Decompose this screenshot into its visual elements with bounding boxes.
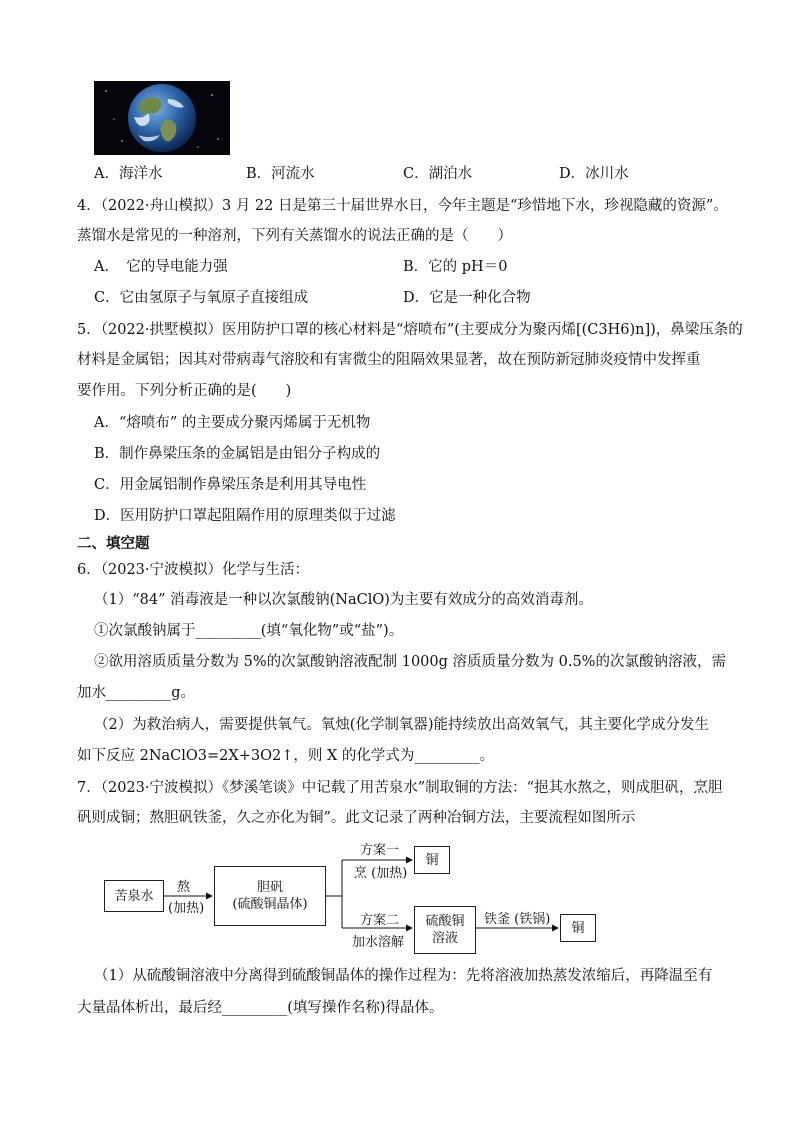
flow-node-cuso4-line1: 硫酸铜 bbox=[425, 914, 465, 929]
q7-stem-line1: 7．（2023·宁波模拟）《梦溪笔谈》中记载了用苦泉水”制取铜的方法：“挹其水熬之，则成胆矾，烹胆 bbox=[77, 780, 723, 796]
q7-part1-line2: 大量晶体析出，最后经_________(填写操作名称)得晶体。 bbox=[77, 1000, 444, 1016]
flow-label-zhu: 熬 bbox=[177, 880, 191, 895]
flow-node-kuquan bbox=[104, 880, 164, 912]
q6-part1-sub2-line1: ②欲用溶质质量分数为 5%的次氯酸钠溶液配制 1000g 溶质质量分数为 0.5%的次氯酸钠溶液，需 bbox=[94, 654, 726, 670]
q4-option-b: B．它的 pH＝0 bbox=[403, 259, 508, 275]
flow-label-peng: 烹 (加热) bbox=[354, 866, 408, 881]
flow-node-kuquan-label: 苦泉水 bbox=[114, 888, 154, 904]
flow-node-cuso4 bbox=[414, 906, 476, 954]
q4-option-a: A． 它的导电能力强 bbox=[94, 259, 228, 275]
flow-node-danfan-line1: 胆矾 bbox=[256, 880, 283, 895]
flow-node-danfan-line2: (硫酸铜晶体) bbox=[232, 897, 308, 912]
q4-stem-line2: 蒸馏水是常见的一种溶剂，下列有关蒸馏水的说法正确的是（ ） bbox=[77, 228, 512, 244]
q6-stem-line1: 6．（2023·宁波模拟）化学与生活： bbox=[77, 562, 309, 578]
flow-label-jiare: (加热) bbox=[168, 901, 205, 916]
flow-node-tong2 bbox=[560, 914, 596, 942]
q5-stem-line2: 材料是金属铝；因其对带病毒气溶胶和有害微尘的阻隔效果显著，故在预防新冠肺炎疫情中发挥重 bbox=[77, 352, 701, 368]
q7-part1-line1: （1）从硫酸铜溶液中分离得到硫酸铜晶体的操作过程为：先将溶液加热蒸发浓缩后，再降温至有 bbox=[94, 968, 713, 984]
flow-node-tong1-label: 铜 bbox=[425, 852, 439, 868]
q4-option-d: D．它是一种化合物 bbox=[403, 290, 531, 306]
flow-label-plan2: 方案二 bbox=[360, 913, 400, 928]
q3-option-d: D．冰川水 bbox=[559, 166, 629, 182]
q3-option-c: C．湖泊水 bbox=[403, 166, 473, 182]
q6-part2-line1: （2）为救治病人，需要提供氧气。氧烛(化学制氧器)能持续放出高效氧气，其主要化学成分发生 bbox=[94, 717, 710, 733]
q6-part1: （1）“84” 消毒液是一种以次氯酸钠(NaClO)为主要有效成分的高效消毒剂。 bbox=[94, 592, 593, 608]
q5-option-a: A．“熔喷布” 的主要成分聚丙烯属于无机物 bbox=[94, 415, 371, 431]
q4-stem-line1: 4．（2022·舟山模拟）3 月 22 日是第三十届世界水日，今年主题是“珍惜地下水，珍视隐藏的资源”。 bbox=[77, 198, 728, 214]
flow-label-dissolve: 加水溶解 bbox=[352, 935, 405, 950]
q5-option-b: B．制作鼻梁压条的金属铝是由铝分子构成的 bbox=[94, 446, 381, 462]
q3-option-a: A．海洋水 bbox=[94, 166, 163, 182]
flow-node-tong2-label: 铜 bbox=[571, 920, 585, 936]
q5-option-c: C．用金属铝制作鼻梁压条是利用其导电性 bbox=[94, 477, 367, 493]
q6-part1-sub2-line2: 加水_________g。 bbox=[77, 685, 196, 701]
flow-node-tong1 bbox=[414, 846, 450, 874]
q5-stem-line3: 要作用。下列分析正确的是( ) bbox=[77, 383, 292, 399]
flow-node-danfan bbox=[214, 866, 326, 926]
flow-label-fu: 铁釜 (铁锅) bbox=[484, 912, 551, 927]
section-title: 二、填空题 bbox=[77, 535, 150, 552]
q3-option-b: B．河流水 bbox=[246, 166, 315, 182]
q6-part2-line2: 如下反应 2NaClO3=2X+3O2↑，则 X 的化学式为_________。 bbox=[77, 748, 495, 764]
q7-stem-line2: 矾则成铜；熬胆矾铁釜，久之亦化为铜”。此文记录了两种冶铜方法，主要流程如图所示 bbox=[77, 810, 636, 826]
flow-node-cuso4-line2: 溶液 bbox=[431, 931, 458, 946]
flow-label-plan1: 方案一 bbox=[360, 843, 400, 858]
q4-option-c: C．它由氢原子与氧原子直接组成 bbox=[94, 290, 309, 306]
q5-option-d: D．医用防护口罩起阻隔作用的原理类似于过滤 bbox=[94, 508, 396, 524]
q5-stem-line1: 5．（2022·拱墅模拟）医用防护口罩的核心材料是“熔喷布”(主要成分为聚丙烯[(C3H6)n])，鼻梁压条的 bbox=[77, 322, 743, 338]
q6-part1-sub1: ①次氯酸钠属于_________(填“氧化物”或“盐”)。 bbox=[94, 623, 404, 639]
